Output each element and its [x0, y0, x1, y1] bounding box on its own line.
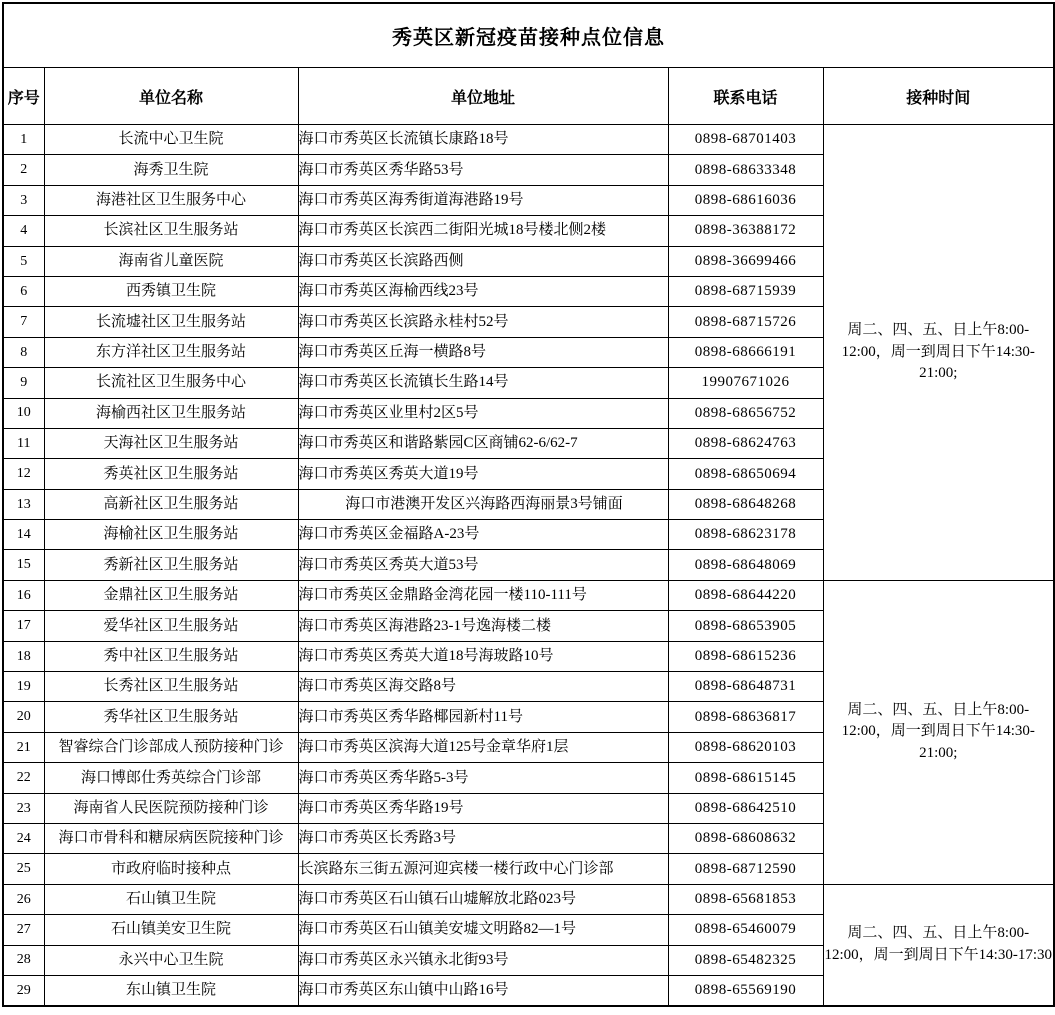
unit-address-cell: 海口市秀英区秀华路19号 [298, 793, 668, 823]
unit-address-cell: 海口市秀英区海秀街道海港路19号 [298, 185, 668, 215]
phone-cell: 0898-68636817 [668, 702, 823, 732]
row-index-cell: 19 [3, 672, 44, 702]
unit-name-cell: 海秀卫生院 [44, 155, 298, 185]
unit-address-cell: 海口市秀英区长流镇长康路18号 [298, 125, 668, 155]
unit-name-cell: 秀华社区卫生服务站 [44, 702, 298, 732]
unit-name-cell: 市政府临时接种点 [44, 854, 298, 884]
vaccination-time-cell: 周二、四、五、日上午8:00-12:00，周一到周日下午14:30-17:30 [823, 884, 1054, 1006]
unit-name-cell: 西秀镇卫生院 [44, 276, 298, 306]
unit-address-cell: 海口市秀英区长滨路西侧 [298, 246, 668, 276]
row-index-cell: 5 [3, 246, 44, 276]
unit-name-cell: 石山镇卫生院 [44, 884, 298, 914]
row-index-cell: 21 [3, 732, 44, 762]
phone-cell: 0898-68615145 [668, 763, 823, 793]
unit-address-cell: 海口市秀英区长秀路3号 [298, 823, 668, 853]
unit-address-cell: 海口市秀英区秀英大道19号 [298, 459, 668, 489]
column-header-time: 接种时间 [823, 68, 1054, 125]
phone-cell: 0898-68648268 [668, 489, 823, 519]
unit-name-cell: 长秀社区卫生服务站 [44, 672, 298, 702]
table-row [3, 580, 1054, 610]
row-index-cell: 12 [3, 459, 44, 489]
phone-cell: 0898-68653905 [668, 611, 823, 641]
phone-cell: 0898-65482325 [668, 945, 823, 975]
unit-address-cell: 海口市秀英区海榆西线23号 [298, 276, 668, 306]
unit-name-cell: 爱华社区卫生服务站 [44, 611, 298, 641]
page-title: 秀英区新冠疫苗接种点位信息 [3, 3, 1054, 68]
unit-address-cell: 海口市秀英区秀英大道18号海玻路10号 [298, 641, 668, 671]
phone-cell: 0898-68656752 [668, 398, 823, 428]
unit-name-cell: 海口博郎仕秀英综合门诊部 [44, 763, 298, 793]
row-index-cell: 20 [3, 702, 44, 732]
row-index-cell: 11 [3, 428, 44, 458]
phone-cell: 0898-68648731 [668, 672, 823, 702]
phone-cell: 0898-68608632 [668, 823, 823, 853]
row-index-cell: 24 [3, 823, 44, 853]
unit-name-cell: 长流社区卫生服务中心 [44, 368, 298, 398]
table-row [3, 884, 1054, 914]
vaccination-sites-sheet [0, 2, 1055, 1007]
unit-address-cell: 海口市秀英区永兴镇永北街93号 [298, 945, 668, 975]
unit-address-cell: 海口市秀英区石山镇石山墟解放北路023号 [298, 884, 668, 914]
unit-name-cell: 海榆社区卫生服务站 [44, 520, 298, 550]
row-index-cell: 3 [3, 185, 44, 215]
title-row [3, 3, 1054, 68]
unit-name-cell: 长流中心卫生院 [44, 125, 298, 155]
unit-address-cell: 海口市秀英区滨海大道125号金章华府1层 [298, 732, 668, 762]
unit-name-cell: 高新社区卫生服务站 [44, 489, 298, 519]
row-index-cell: 16 [3, 580, 44, 610]
unit-address-cell: 长滨路东三街五源河迎宾楼一楼行政中心门诊部 [298, 854, 668, 884]
unit-address-cell: 海口市秀英区长滨西二街阳光城18号楼北侧2楼 [298, 216, 668, 246]
phone-cell: 0898-68616036 [668, 185, 823, 215]
column-header-row [3, 68, 1054, 125]
unit-address-cell: 海口市秀英区丘海一横路8号 [298, 337, 668, 367]
unit-name-cell: 天海社区卫生服务站 [44, 428, 298, 458]
row-index-cell: 27 [3, 915, 44, 945]
unit-name-cell: 长滨社区卫生服务站 [44, 216, 298, 246]
unit-address-cell: 海口市秀英区海港路23-1号逸海楼二楼 [298, 611, 668, 641]
row-index-cell: 7 [3, 307, 44, 337]
unit-name-cell: 永兴中心卫生院 [44, 945, 298, 975]
phone-cell: 0898-65569190 [668, 975, 823, 1005]
unit-name-cell: 海榆西社区卫生服务站 [44, 398, 298, 428]
row-index-cell: 2 [3, 155, 44, 185]
vaccination-time-cell: 周二、四、五、日上午8:00-12:00，周一到周日下午14:30-21:00; [823, 580, 1054, 884]
unit-name-cell: 东方洋社区卫生服务站 [44, 337, 298, 367]
unit-name-cell: 石山镇美安卫生院 [44, 915, 298, 945]
column-header-index: 序号 [3, 68, 44, 125]
phone-cell: 19907671026 [668, 368, 823, 398]
unit-name-cell: 秀中社区卫生服务站 [44, 641, 298, 671]
unit-address-cell: 海口市秀英区秀华路椰园新村11号 [298, 702, 668, 732]
unit-name-cell: 秀新社区卫生服务站 [44, 550, 298, 580]
unit-address-cell: 海口市秀英区秀华路53号 [298, 155, 668, 185]
unit-name-cell: 金鼎社区卫生服务站 [44, 580, 298, 610]
row-index-cell: 4 [3, 216, 44, 246]
unit-address-cell: 海口市秀英区长流镇长生路14号 [298, 368, 668, 398]
unit-name-cell: 海口市骨科和糖尿病医院接种门诊 [44, 823, 298, 853]
row-index-cell: 6 [3, 276, 44, 306]
row-index-cell: 29 [3, 975, 44, 1005]
phone-cell: 0898-68666191 [668, 337, 823, 367]
row-index-cell: 8 [3, 337, 44, 367]
row-index-cell: 17 [3, 611, 44, 641]
row-index-cell: 10 [3, 398, 44, 428]
unit-address-cell: 海口市秀英区和谐路紫园C区商铺62-6/62-7 [298, 428, 668, 458]
phone-cell: 0898-65460079 [668, 915, 823, 945]
vaccination-time-cell: 周二、四、五、日上午8:00-12:00，周一到周日下午14:30-21:00; [823, 125, 1054, 581]
phone-cell: 0898-68715726 [668, 307, 823, 337]
phone-cell: 0898-36388172 [668, 216, 823, 246]
unit-address-cell: 海口市秀英区东山镇中山路16号 [298, 975, 668, 1005]
phone-cell: 0898-36699466 [668, 246, 823, 276]
phone-cell: 0898-68623178 [668, 520, 823, 550]
row-index-cell: 26 [3, 884, 44, 914]
row-index-cell: 22 [3, 763, 44, 793]
phone-cell: 0898-68650694 [668, 459, 823, 489]
row-index-cell: 23 [3, 793, 44, 823]
unit-address-cell: 海口市秀英区金鼎路金湾花园一楼110-111号 [298, 580, 668, 610]
unit-address-cell: 海口市秀英区石山镇美安墟文明路82—1号 [298, 915, 668, 945]
unit-name-cell: 海南省人民医院预防接种门诊 [44, 793, 298, 823]
row-index-cell: 13 [3, 489, 44, 519]
phone-cell: 0898-68620103 [668, 732, 823, 762]
unit-address-cell: 海口市秀英区业里村2区5号 [298, 398, 668, 428]
row-index-cell: 14 [3, 520, 44, 550]
row-index-cell: 1 [3, 125, 44, 155]
phone-cell: 0898-68712590 [668, 854, 823, 884]
phone-cell: 0898-68633348 [668, 155, 823, 185]
row-index-cell: 28 [3, 945, 44, 975]
phone-cell: 0898-68615236 [668, 641, 823, 671]
unit-address-cell: 海口市秀英区海交路8号 [298, 672, 668, 702]
unit-name-cell: 东山镇卫生院 [44, 975, 298, 1005]
vaccine-table-body [3, 125, 1054, 1006]
unit-name-cell: 智睿综合门诊部成人预防接种门诊 [44, 732, 298, 762]
unit-name-cell: 海港社区卫生服务中心 [44, 185, 298, 215]
row-index-cell: 9 [3, 368, 44, 398]
unit-address-cell: 海口市秀英区金福路A-23号 [298, 520, 668, 550]
unit-name-cell: 长流墟社区卫生服务站 [44, 307, 298, 337]
phone-cell: 0898-68715939 [668, 276, 823, 306]
row-index-cell: 18 [3, 641, 44, 671]
unit-name-cell: 海南省儿童医院 [44, 246, 298, 276]
phone-cell: 0898-68701403 [668, 125, 823, 155]
unit-address-cell: 海口市秀英区秀英大道53号 [298, 550, 668, 580]
column-header-name: 单位名称 [44, 68, 298, 125]
phone-cell: 0898-68642510 [668, 793, 823, 823]
unit-address-cell: 海口市秀英区长滨路永桂村52号 [298, 307, 668, 337]
phone-cell: 0898-65681853 [668, 884, 823, 914]
phone-cell: 0898-68648069 [668, 550, 823, 580]
unit-name-cell: 秀英社区卫生服务站 [44, 459, 298, 489]
row-index-cell: 15 [3, 550, 44, 580]
table-row [3, 125, 1054, 155]
phone-cell: 0898-68624763 [668, 428, 823, 458]
unit-address-cell: 海口市秀英区秀华路5-3号 [298, 763, 668, 793]
unit-address-cell: 海口市港澳开发区兴海路西海丽景3号铺面 [298, 489, 668, 519]
column-header-address: 单位地址 [298, 68, 668, 125]
vaccination-sites-table [2, 2, 1055, 1007]
phone-cell: 0898-68644220 [668, 580, 823, 610]
column-header-phone: 联系电话 [668, 68, 823, 125]
row-index-cell: 25 [3, 854, 44, 884]
